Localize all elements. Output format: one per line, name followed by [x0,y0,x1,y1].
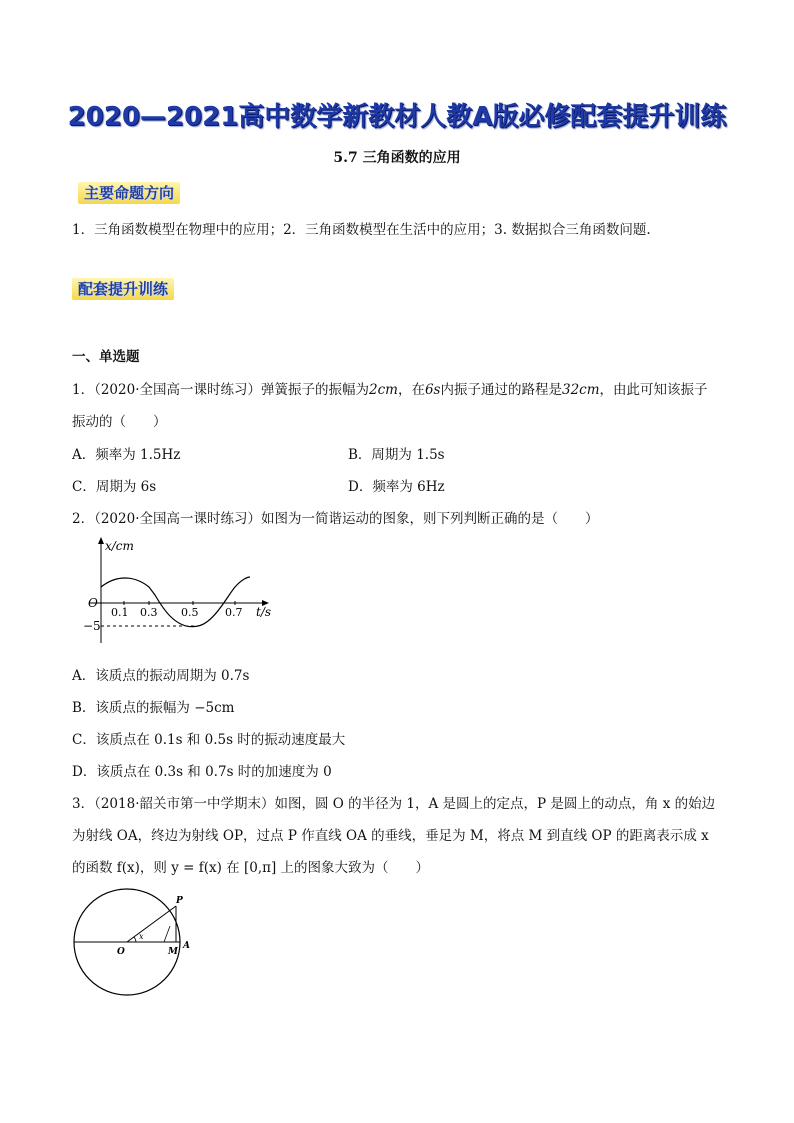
tick-label-0.1: 0.1 [111,606,129,619]
q2-option-a: A．该质点的振动周期为 0.7s [72,668,250,684]
label-m: M [168,947,178,957]
label-p: P [176,896,183,906]
sine-wave-curve [101,577,250,627]
q2-option-c: C．该质点在 0.1s 和 0.5s 时的振动速度最大 [72,732,346,748]
q3-stem-line3: 的函数 f(x)，则 y = f(x) 在 [0,π] 上的图象大致为（ ） [72,860,430,876]
angle-arc [134,937,136,942]
x-axis-label: t/s [256,605,272,619]
label-o: O [117,947,125,957]
part-single-choice-heading: 一、单选题 [72,349,140,365]
tick-label-0.5: 0.5 [181,606,199,619]
training-heading: 配套提升训练 [72,278,174,299]
q1-option-c: C．周期为 6s [72,479,157,495]
document-title: 2020—2021高中数学新教材人教A版必修配套提升训练 [67,102,727,132]
q3-stem-line2: 为射线 OA，终边为射线 OP，过点 P 作直线 OA 的垂线，垂足为 M，将点 M 到直线 OP 的距离表示成 x [72,828,709,844]
section-subtitle: 5.7 三角函数的应用 [333,150,461,166]
origin-label: O [88,596,98,610]
ray-op [127,906,176,942]
q1-option-d: D．频率为 6Hz [348,479,445,495]
q1-stem-line1: 1．（2020·全国高一课时练习）弹簧振子的振幅为2cm，在6s内振子通过的路程是32cm，由此可知该振子 [72,382,708,398]
tick-label-0.7: 0.7 [225,606,243,619]
direction-heading: 主要命题方向 [78,182,180,203]
q1-option-a: A．频率为 1.5Hz [72,447,181,463]
min-value-label: −5 [83,619,101,633]
q2-oscillation-graph [80,535,280,647]
label-a: A [183,941,190,951]
q3-circle-figure [70,886,202,1010]
tick-label-0.3: 0.3 [140,606,158,619]
y-axis-label: x/cm [105,539,134,553]
distance-segment [164,926,170,942]
q2-option-d: D．该质点在 0.3s 和 0.7s 时的加速度为 0 [72,764,332,780]
direction-content: 1．三角函数模型在物理中的应用；2．三角函数模型在生活中的应用；3. 数据拟合三角函数问题. [72,222,651,238]
q2-stem: 2．（2020·全国高一课时练习）如图为一简谐运动的图象，则下列判断正确的是（ ） [72,511,599,527]
label-x: x [139,932,144,941]
q2-option-b: B．该质点的振幅为 −5cm [72,700,235,716]
q1-option-b: B．周期为 1.5s [348,447,445,463]
q3-stem-line1: 3．（2018·韶关市第一中学期末）如图，圆 O 的半径为 1，A 是圆上的定点，P 是圆上的动点，角 x 的始边 [72,796,716,812]
q1-stem-line2: 振动的（ ） [72,414,167,430]
y-axis-arrow [98,537,104,544]
